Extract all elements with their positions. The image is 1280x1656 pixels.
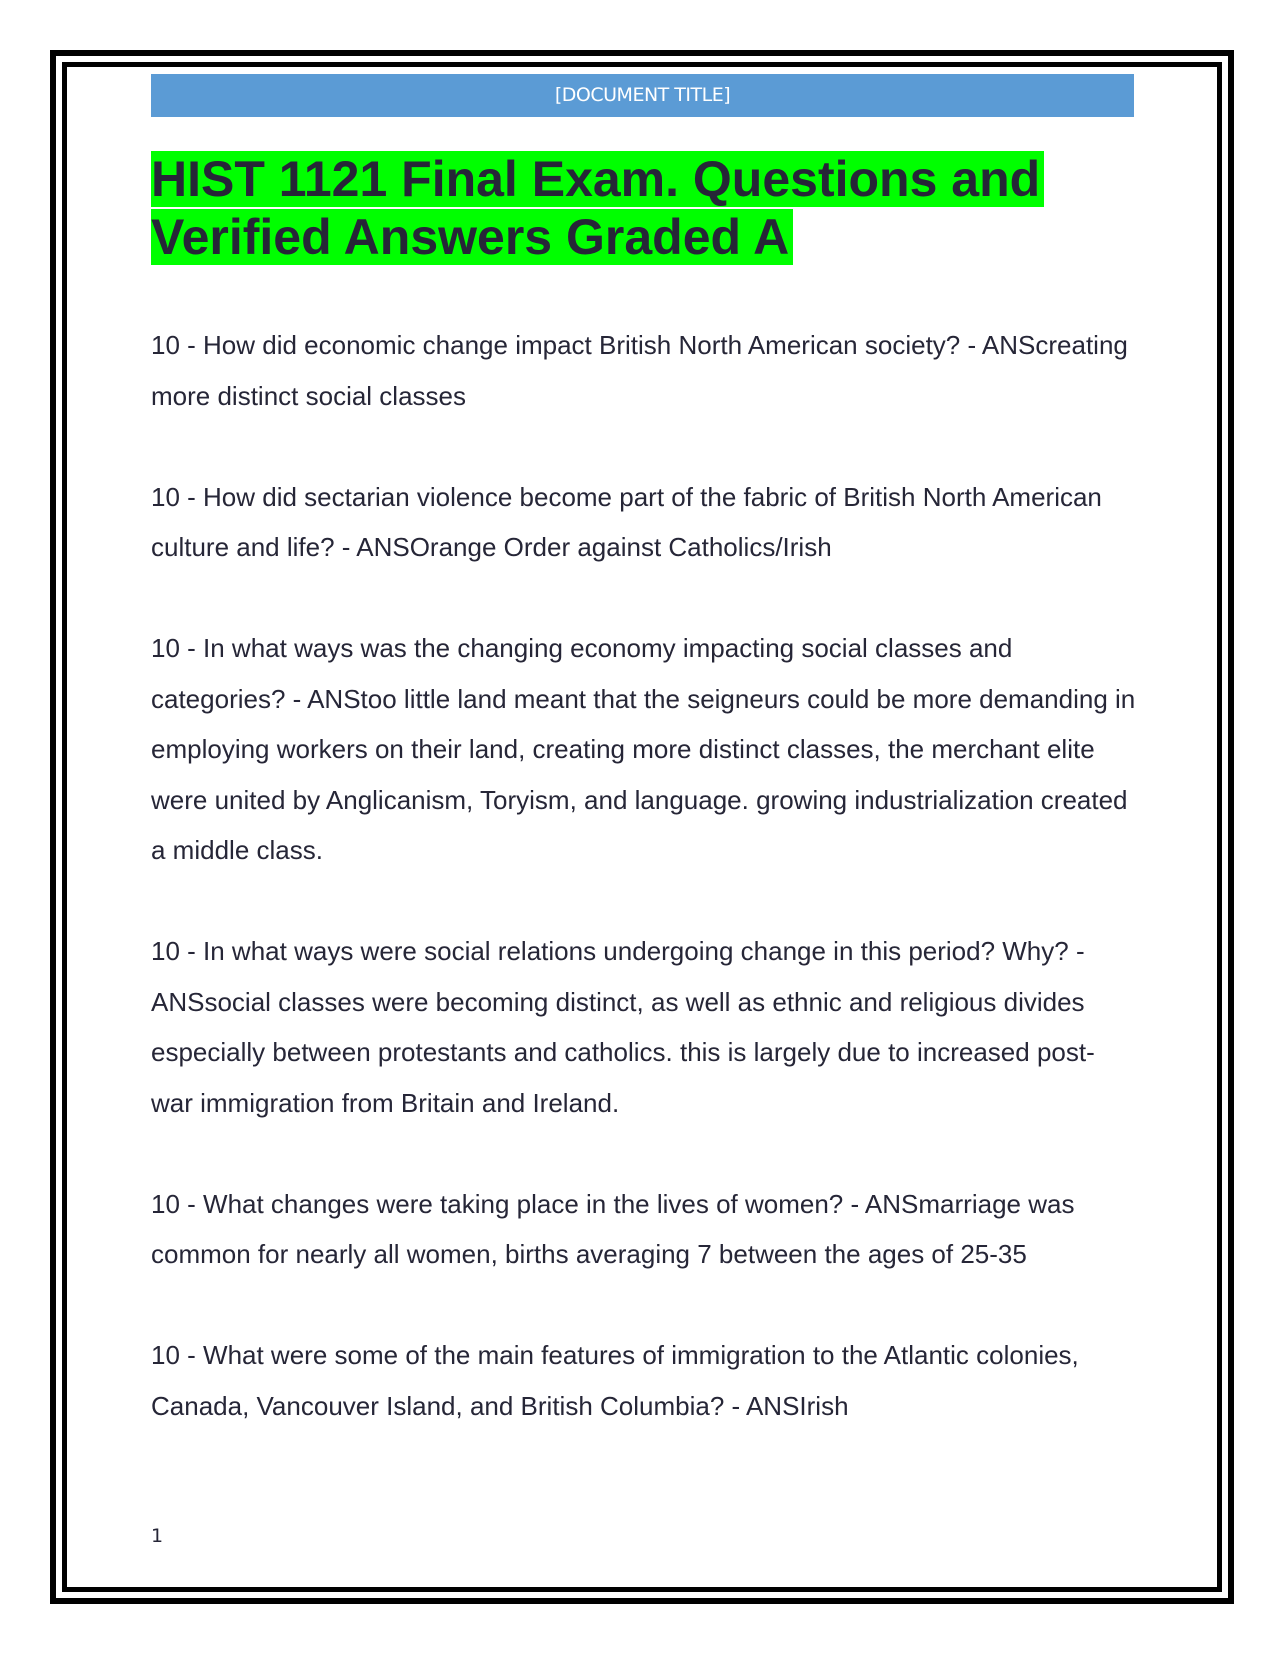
qa-item: 10 - What were some of the main features of immigration to the Atlantic colonies, Canada, Vancouver Island, and British Columbia? - ANSIrish (151, 1340, 1079, 1421)
highlighted-title-text: HIST 1121 Final Exam. Questions and Verified Answers Graded A (151, 151, 1044, 265)
qa-item: 10 - What changes were taking place in the lives of women? - ANSmarriage was common for nearly all women, births averaging 7 between the ages of 25-35 (151, 1188, 1075, 1269)
qa-item: 10 - How did economic change impact British North American society? - ANScreating more distinct social classes (151, 330, 1128, 411)
page-title (151, 150, 1081, 266)
qa-item: 10 - In what ways was the changing economy impacting social classes and categories? - ANStoo little land meant that the seigneurs could be more demanding in employing workers on their land, creating more distinct classes, the merchant elite were united by Anglicanism, Toryism, and language. growing industrialization created a middle class. (151, 633, 1136, 865)
qa-item: 10 - How did sectarian violence become part of the fabric of British North American culture and life? - ANSOrange Order against Catholics/Irish (151, 481, 1102, 562)
page-number: 1 (151, 1525, 164, 1547)
document-title-header: [DOCUMENT TITLE] (151, 74, 1134, 117)
document-body (151, 320, 1136, 1482)
qa-item: 10 - In what ways were social relations undergoing change in this period? Why? - ANSsocial classes were becoming distinct, as well as ethnic and religious divides especially between protestants and catholics. this is largely due to increased post-war immigration from Britain and Ireland. (151, 936, 1095, 1118)
